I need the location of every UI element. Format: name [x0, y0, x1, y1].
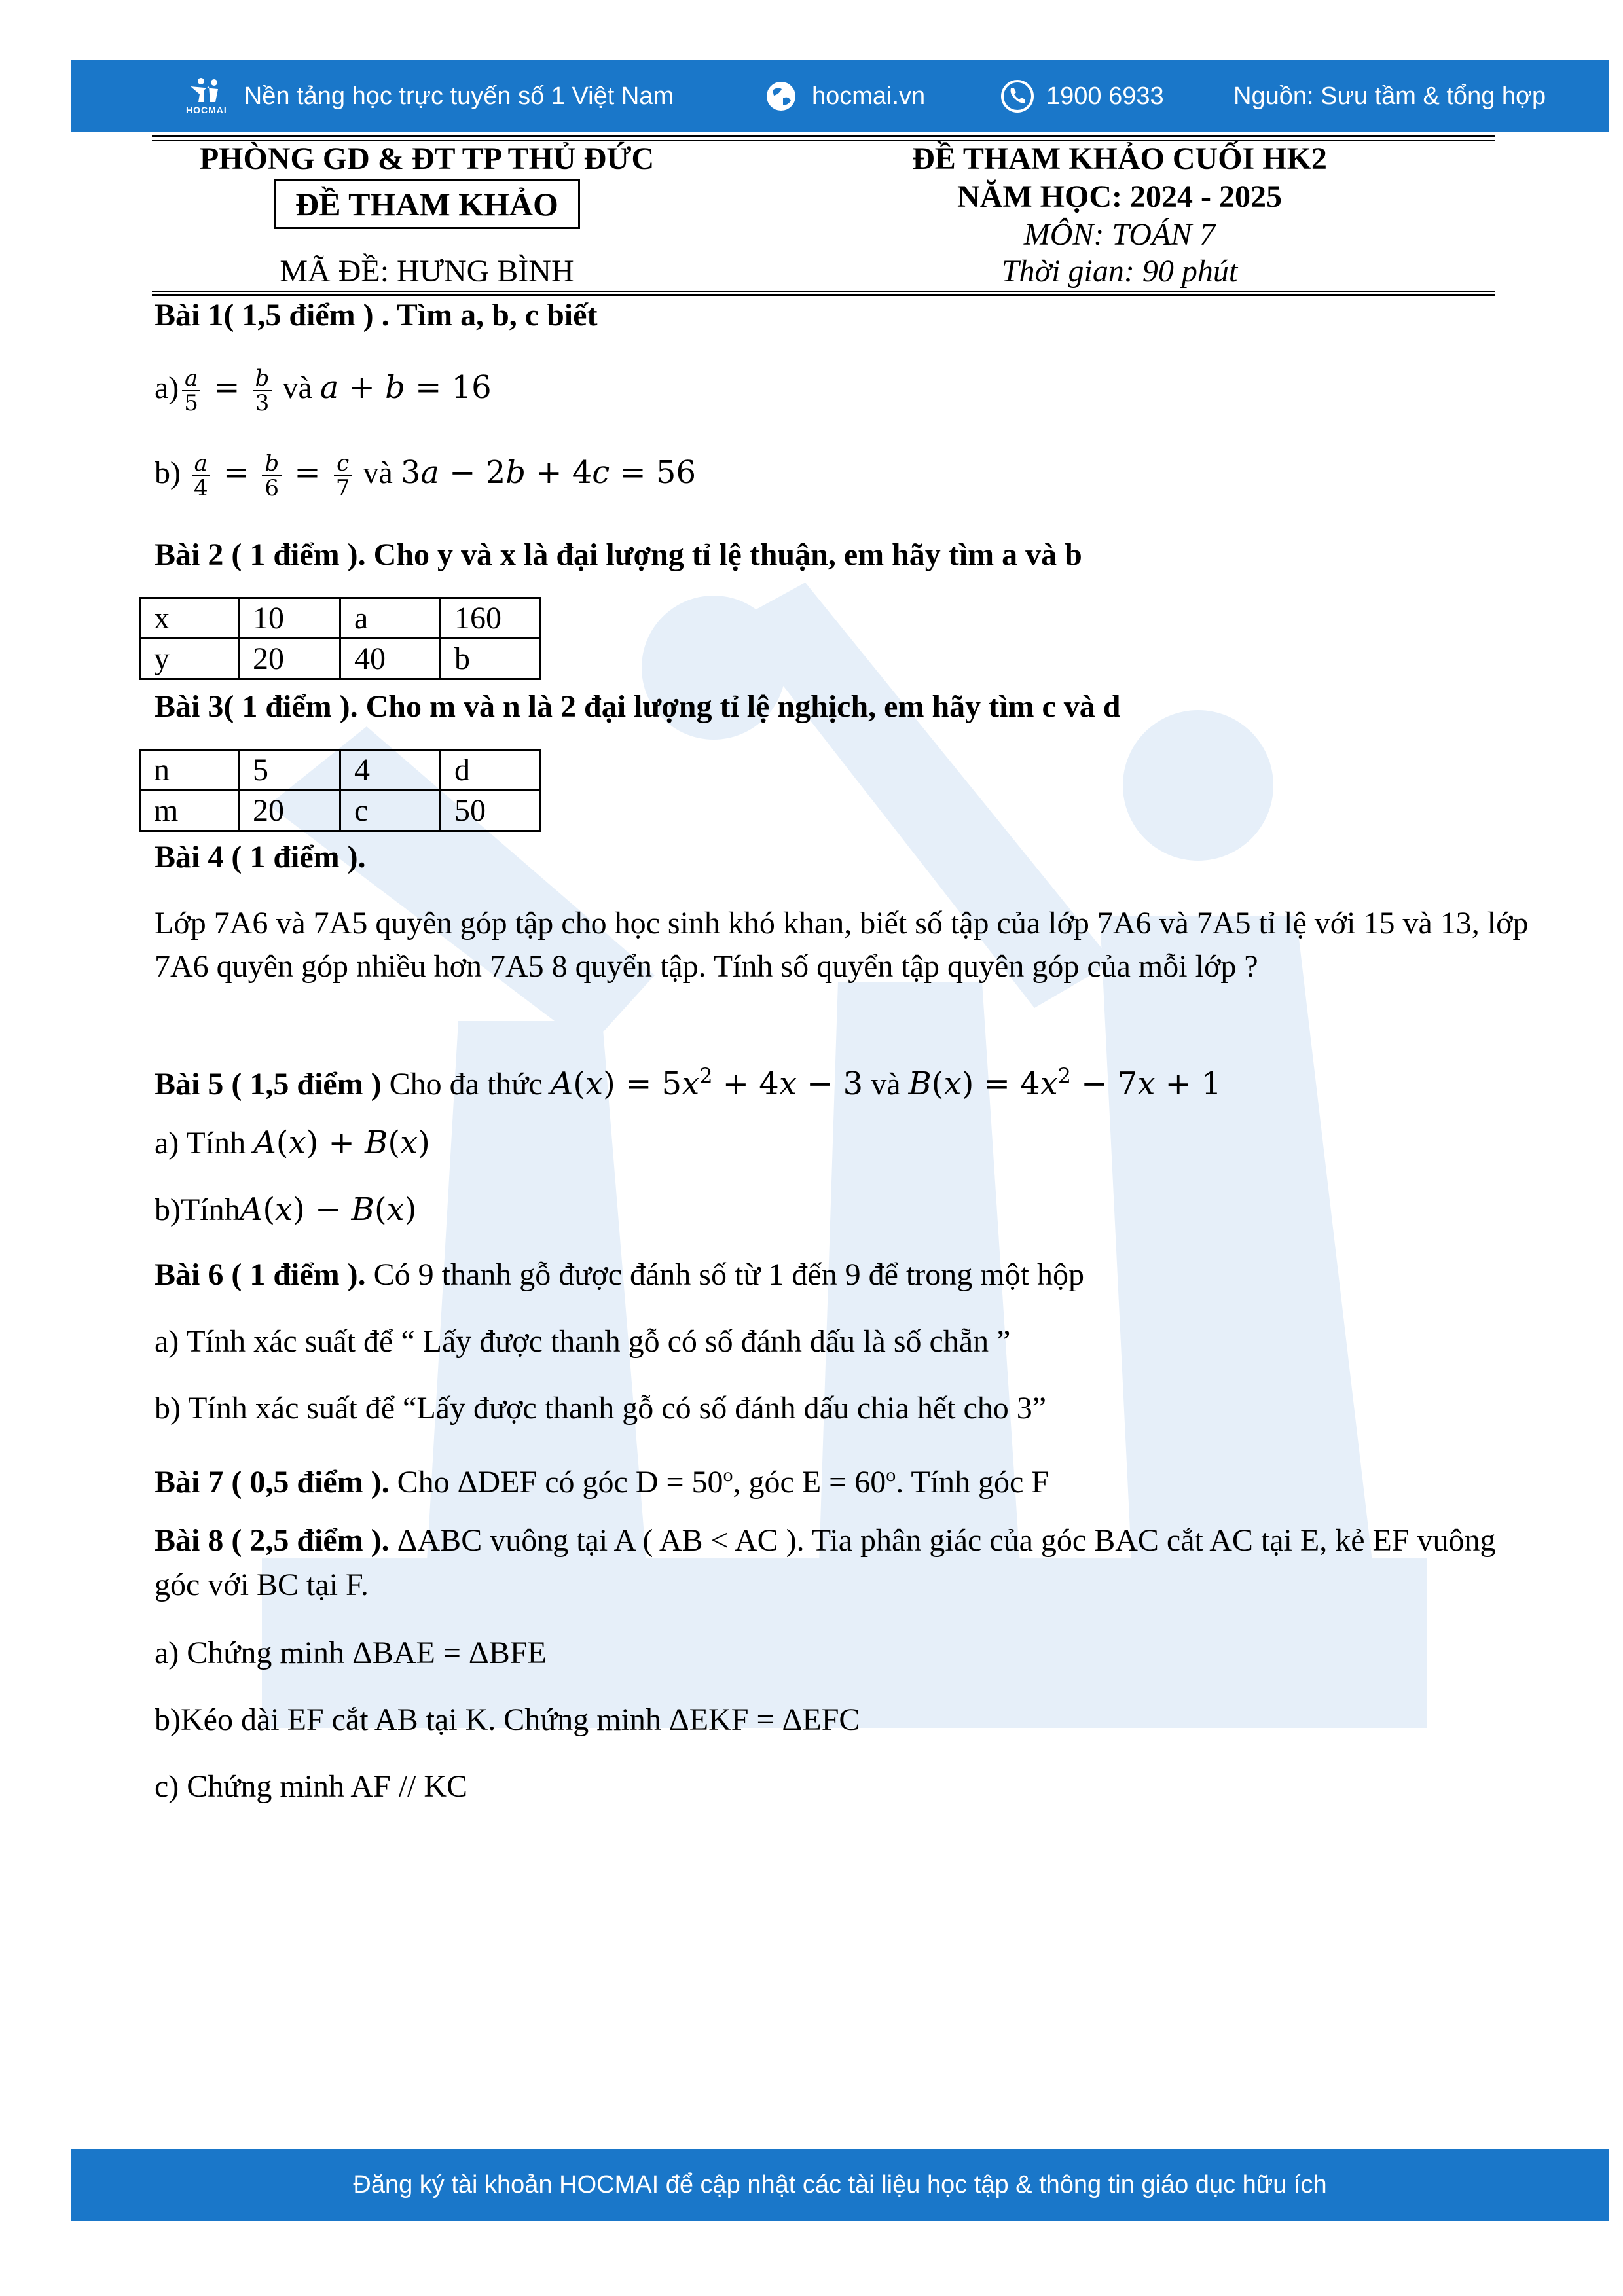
website-text: hocmai.vn — [812, 82, 926, 110]
bai1-a-connector: và — [282, 370, 312, 406]
bai1-heading: Bài 1( 1,5 điểm ) . Tìm a, b, c biết — [155, 298, 598, 332]
table-row — [140, 598, 541, 639]
bai5-heading: Bài 5 ( 1,5 điểm ) — [155, 1067, 382, 1102]
table-cell: 160 — [441, 598, 541, 639]
bai1-part-b: b) $\frac{a}{4}$ = $\frac{b}{6}$ = $\frac{c}{7}$ và 3a − 2b + 4c = 56 — [155, 450, 696, 501]
duration: Thời gian: 90 phút — [1001, 254, 1238, 289]
phone-text: 1900 6933 — [1046, 82, 1164, 110]
poly-B: B — [908, 1066, 932, 1102]
bai5-b-label: b)Tính — [155, 1193, 240, 1227]
bai5-a-label: a) Tính — [155, 1126, 246, 1160]
bai8-intro: ΔABC vuông tại A ( AB < AC ). Tia phân giác của góc BAC cắt AC tại E, kẻ EF vuông góc với BC tại F. — [155, 1523, 1496, 1602]
table-cell: a — [340, 598, 441, 639]
bai2-heading: Bài 2 ( 1 điểm ). Cho y và x là đại lượng tỉ lệ thuận, em hãy tìm a và b — [155, 537, 1082, 572]
bai1-b-label: b) — [155, 456, 181, 491]
bai4-heading: Bài 4 ( 1 điểm ). — [155, 840, 366, 874]
phone-icon — [1000, 79, 1034, 113]
bai3-heading: Bài 3( 1 điểm ). Cho m và n là 2 đại lượng tỉ lệ nghịch, em hãy tìm c và d — [155, 689, 1121, 724]
bai8-part-c: c) Chứng minh AF // KC — [155, 1769, 468, 1804]
bai1-a-label: a) — [155, 370, 179, 406]
table-cell: 20 — [239, 791, 340, 831]
bai2-table — [139, 597, 541, 680]
table-row — [140, 750, 541, 791]
bai8-heading: Bài 8 ( 2,5 điểm ). — [155, 1523, 390, 1558]
source-text: Nguồn: Sưu tầm & tổng hợp — [1233, 82, 1546, 110]
bai7-text-3: . Tính góc F — [896, 1465, 1049, 1499]
table-cell: n — [140, 750, 239, 791]
bai6-heading: Bài 6 ( 1 điểm ). — [155, 1257, 366, 1292]
exam-code: MÃ ĐỀ: HƯNG BÌNH — [280, 254, 574, 289]
hocmai-logo — [186, 77, 227, 115]
header-rule-top — [152, 135, 1495, 137]
table-cell: d — [441, 750, 541, 791]
bai8-statement — [155, 1518, 1536, 1607]
bai5-part-a: a) Tính A(x) + B(x) — [155, 1124, 430, 1161]
bai1-a-equation: a — [319, 369, 339, 406]
table-cell: c — [340, 791, 441, 831]
table-row — [140, 639, 541, 679]
bai5-intro: Cho đa thức — [389, 1067, 543, 1102]
brand-slogan[interactable] — [186, 60, 674, 132]
bai3-table — [139, 749, 541, 832]
table-cell: x — [140, 598, 239, 639]
table-cell: 4 — [340, 750, 441, 791]
bai6-intro: Có 9 thanh gỗ được đánh số từ 1 đến 9 để trong một hộp — [373, 1257, 1084, 1292]
degree-mark: o — [723, 1464, 733, 1486]
table-cell: 40 — [340, 639, 441, 679]
bai7-text-1: Cho ΔDEF có góc D = 50 — [397, 1465, 723, 1499]
bai5-part-b: b)TínhA(x) − B(x) — [155, 1191, 417, 1228]
bai7-statement — [155, 1456, 1049, 1502]
fraction-b-3: $\frac{b}{3}$ — [253, 367, 272, 415]
bai8-part-b: b)Kéo dài EF cắt AB tại K. Chứng minh ΔEKF = ΔEFC — [155, 1702, 860, 1737]
top-banner — [71, 60, 1609, 132]
bai8-part-a: a) Chứng minh ΔBAE = ΔBFE — [155, 1636, 547, 1670]
school-year: NĂM HỌC: 2024 - 2025 — [957, 179, 1282, 214]
footer-text: Đăng ký tài khoản HOCMAI để cập nhật các tài liệu học tập & thông tin giáo dục hữu ích — [353, 2170, 1327, 2198]
bai7-heading: Bài 7 ( 0,5 điểm ). — [155, 1465, 390, 1499]
subject: MÔN: TOÁN 7 — [1023, 217, 1216, 252]
table-row — [140, 791, 541, 831]
bai6-statement — [155, 1255, 1084, 1295]
website-link[interactable] — [765, 60, 925, 132]
fraction-a-4: $\frac{a}{4}$ — [191, 452, 211, 500]
table-cell: 50 — [441, 791, 541, 831]
fraction-c-7: $\frac{c}{7}$ — [333, 452, 353, 500]
slogan-text: Nền tảng học trực tuyến số 1 Việt Nam — [244, 82, 674, 110]
footer-banner[interactable] — [71, 2149, 1609, 2221]
doc-type-box: ĐỀ THAM KHẢO — [274, 179, 580, 229]
hocmai-logo-icon — [187, 77, 226, 103]
bai7-text-2: , góc E = 60 — [733, 1465, 886, 1499]
table-cell: m — [140, 791, 239, 831]
fraction-b-6: $\frac{b}{6}$ — [262, 452, 282, 500]
bai5-connector: và — [871, 1067, 901, 1102]
bai5-statement: Bài 5 ( 1,5 điểm ) Cho đa thức $A(x) = 5x^2 + 4x - 3$ và $B(x) = 4x^2 - 7x + 1$ — [155, 1064, 1222, 1102]
phone-link[interactable] — [1000, 60, 1164, 132]
header-rule-bottom — [152, 291, 1495, 292]
exam-title: ĐỀ THAM KHẢO CUỐI HK2 — [912, 141, 1327, 176]
table-cell: 5 — [239, 750, 340, 791]
department: PHÒNG GD & ĐT TP THỦ ĐỨC — [199, 141, 655, 176]
table-cell: b — [441, 639, 541, 679]
bai6-part-a: a) Tính xác suất để “ Lấy được thanh gỗ có số đánh dấu là số chẵn ” — [155, 1324, 1011, 1359]
poly-A: A — [550, 1066, 574, 1102]
globe-icon — [765, 80, 797, 113]
bai1-b-connector: và — [363, 456, 393, 491]
bai6-part-b: b) Tính xác suất để “Lấy được thanh gỗ có số đánh dấu chia hết cho 3” — [155, 1391, 1047, 1426]
degree-mark: o — [886, 1464, 896, 1486]
logo-text: HOCMAI — [186, 105, 227, 115]
table-cell: y — [140, 639, 239, 679]
table-cell: 20 — [239, 639, 340, 679]
fraction-a-5: $\frac{a}{5}$ — [181, 367, 201, 415]
table-cell: 10 — [239, 598, 340, 639]
bai4-text: Lớp 7A6 và 7A5 quyên góp tập cho học sinh khó khan, biết số tập của lớp 7A6 và 7A5 tỉ lệ với 15 và 13, lớp 7A6 quyên góp nhiều hơn 7A5 8 quyển tập. Tính số quyển tập quyên góp của mỗi lớp ? — [155, 906, 1529, 984]
bai1-part-a: a) $\frac{a}{5}$ = $\frac{b}{3}$ và a + b = 16 — [155, 365, 492, 416]
